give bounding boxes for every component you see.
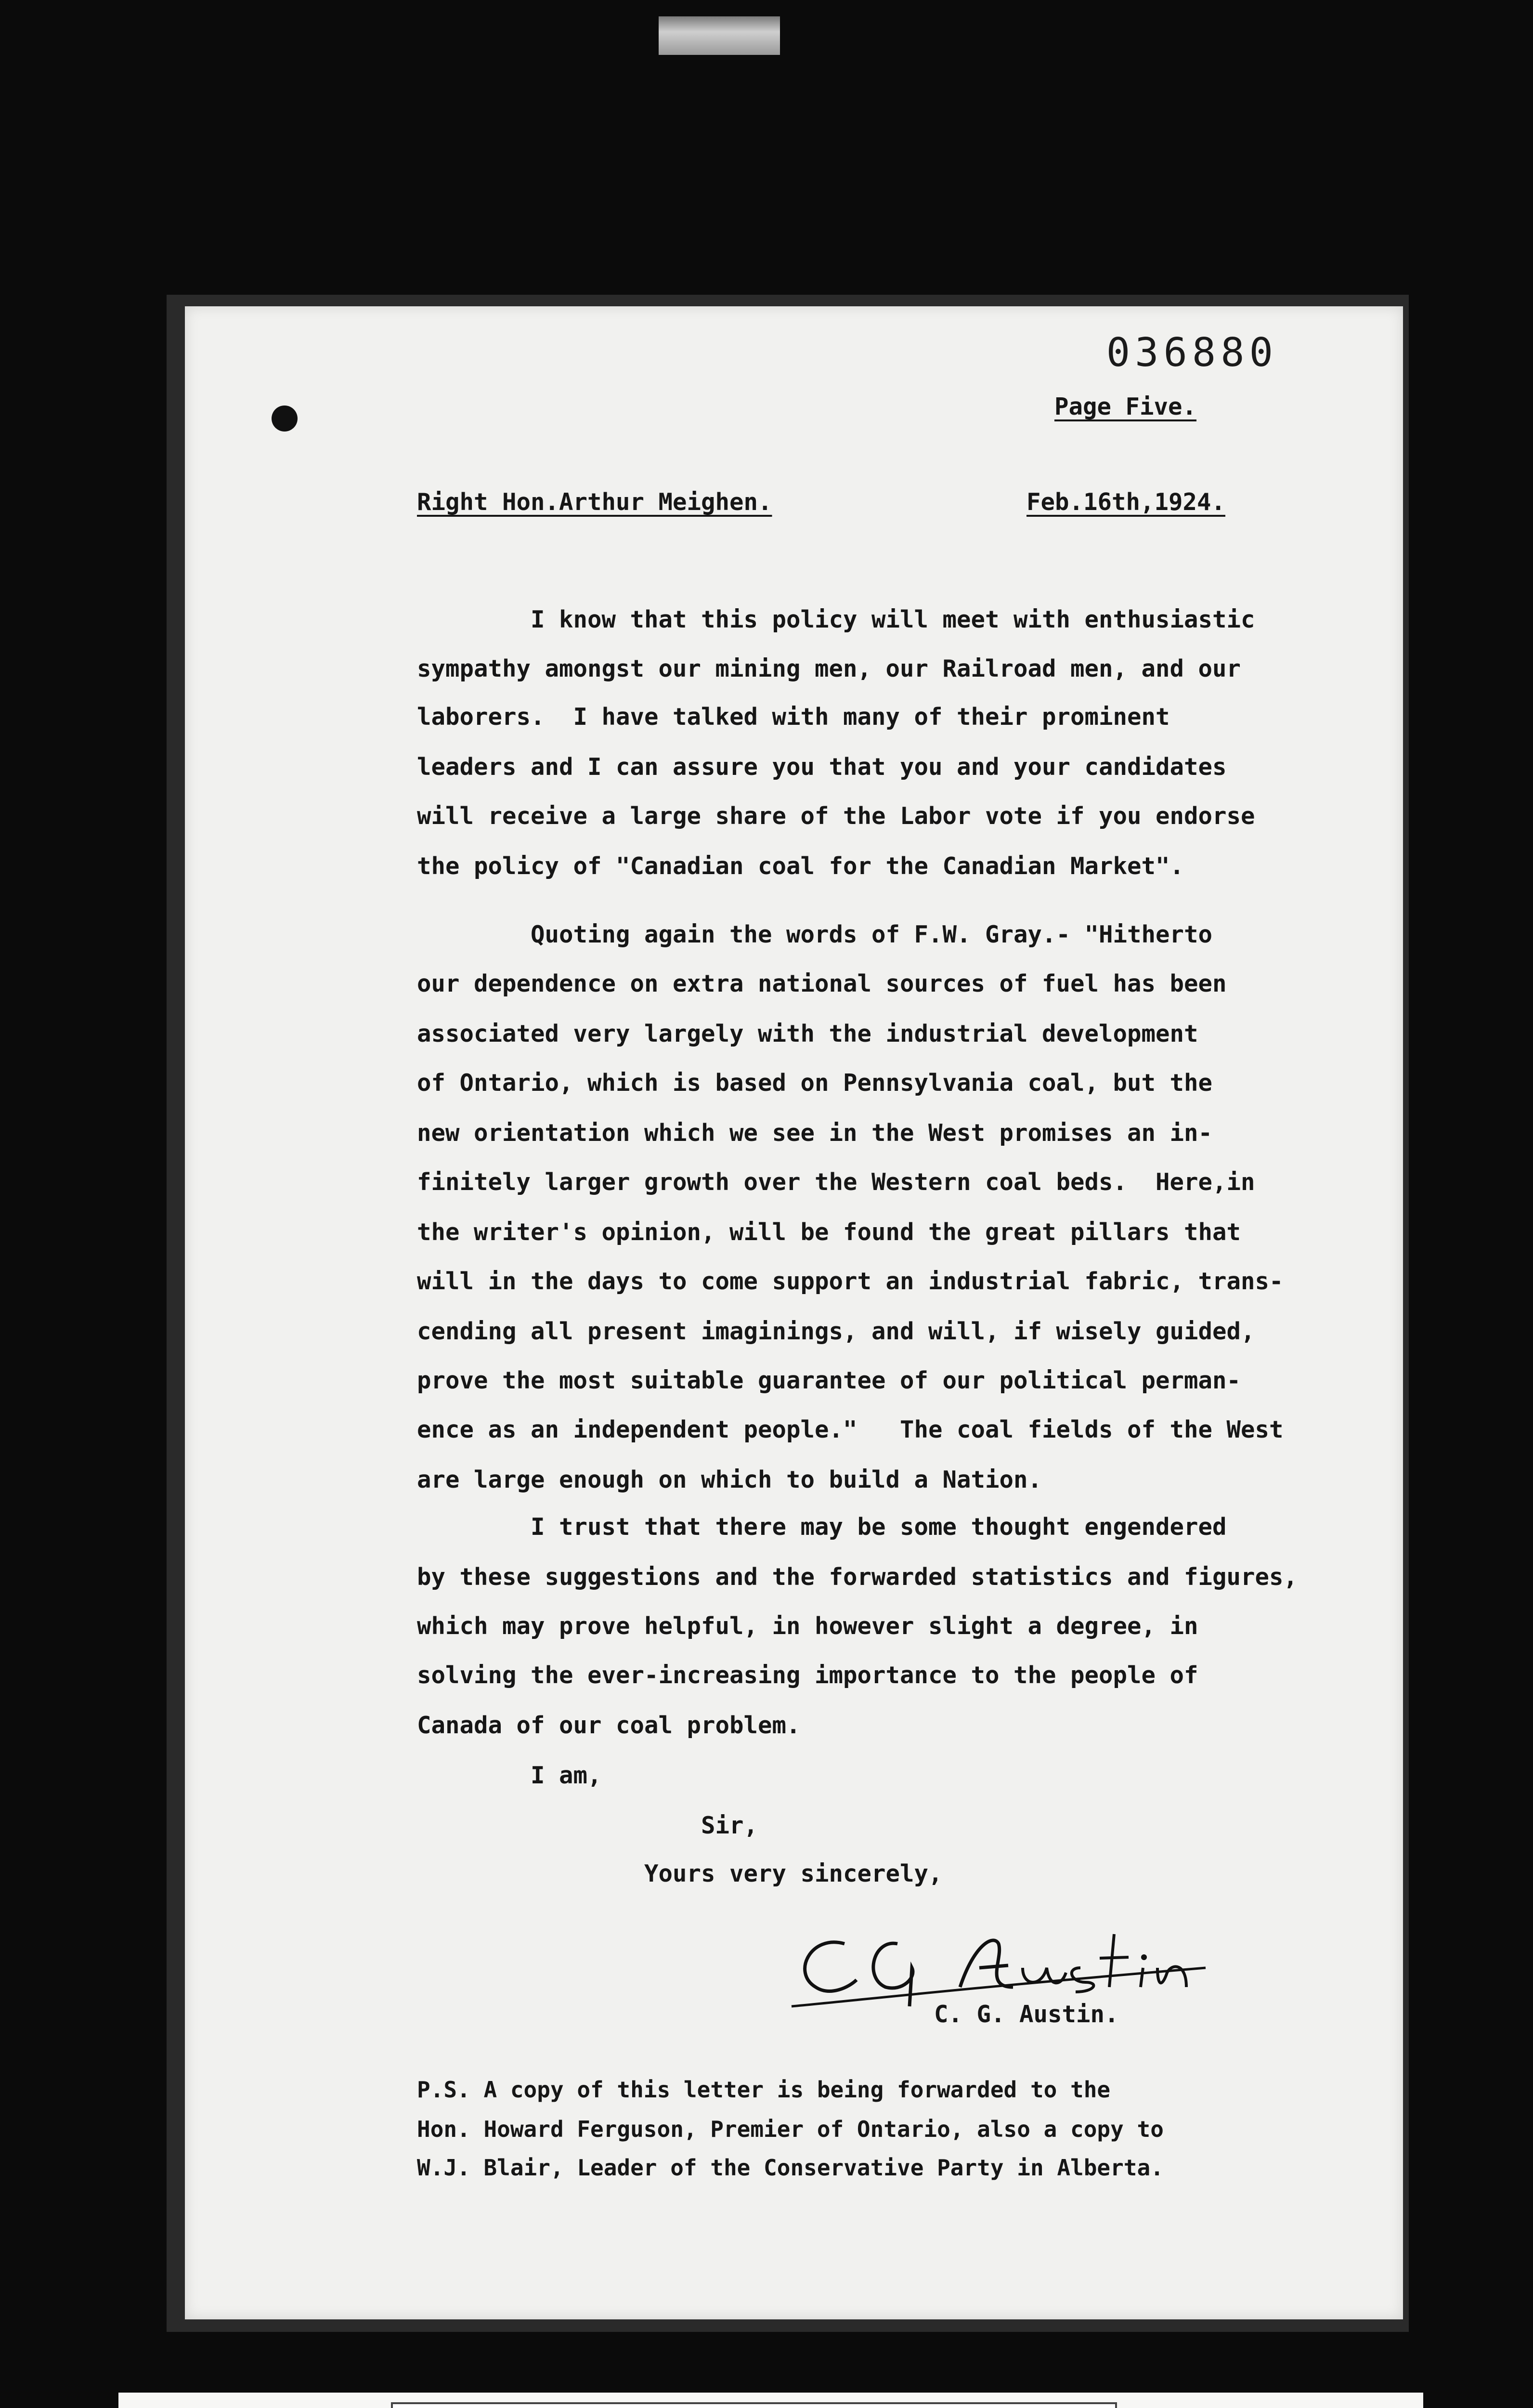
letter-line: I trust that there may be some thought engendered (417, 1513, 1227, 1541)
letter-line: finitely larger growth over the Western coal beds. Here,in (417, 1168, 1255, 1196)
letter-line: cending all present imaginings, and will, if wisely guided, (417, 1318, 1255, 1345)
letter-line: laborers. I have talked with many of their prominent (417, 703, 1170, 731)
letter-line: Canada of our coal problem. (417, 1712, 801, 1739)
letter-line: Quoting again the words of F.W. Gray.- "Hitherto (417, 921, 1213, 948)
postscript-line: Hon. Howard Ferguson, Premier of Ontario, also a copy to (417, 2116, 1164, 2142)
letter-line: are large enough on which to build a Nation. (417, 1466, 1042, 1493)
letter-line: new orientation which we see in the West promises an in- (417, 1119, 1213, 1147)
postscript-line: P.S. A copy of this letter is being forwarded to the (417, 2077, 1111, 2103)
letter-line: sympathy amongst our mining men, our Railroad men, and our (417, 655, 1241, 682)
letter-line: I know that this policy will meet with enthusiastic (417, 606, 1255, 633)
letter-line: of Ontario, which is based on Pennsylvania coal, but the (417, 1069, 1213, 1097)
series-reference-strip (391, 2402, 1117, 2408)
binder-clip (659, 16, 780, 55)
letter-line: which may prove helpful, in however slight a degree, in (417, 1612, 1198, 1640)
letter-line: the policy of "Canadian coal for the Canadian Market". (417, 852, 1184, 880)
letter-line: ence as an independent people." The coal fields of the West (417, 1416, 1284, 1443)
letter-line: will receive a large share of the Labor vote if you endorse (417, 802, 1255, 830)
letter-line: the writer's opinion, will be found the great pillars that (417, 1218, 1241, 1246)
archive-label-card (118, 2393, 1423, 2408)
letter-line: prove the most suitable guarantee of our political perman- (417, 1367, 1241, 1394)
letter-line: solving the ever-increasing importance to the people of (417, 1662, 1198, 1689)
page-label: Page Five. (1054, 393, 1197, 420)
letter-line: associated very largely with the industrial development (417, 1020, 1198, 1047)
letter-line: our dependence on extra national sources of fuel has been (417, 970, 1227, 997)
letter-page (185, 306, 1403, 2319)
letter-line: by these suggestions and the forwarded statistics and figures, (417, 1563, 1298, 1591)
postscript-line: W.J. Blair, Leader of the Conservative Party in Alberta. (417, 2155, 1164, 2181)
typed-signature: C. G. Austin. (934, 2001, 1119, 2028)
letter-line: leaders and I can assure you that you and your candidates (417, 753, 1227, 781)
letter-line: I am, (417, 1762, 602, 1789)
addressee: Right Hon.Arthur Meighen. (417, 488, 772, 516)
letter-line: will in the days to come support an industrial fabric, trans- (417, 1268, 1284, 1295)
letter-line: Sir, (417, 1812, 758, 1839)
letter-date: Feb.16th,1924. (1026, 488, 1226, 516)
letter-line: Yours very sincerely, (417, 1860, 943, 1887)
reference-number-stamp: 036880 (1106, 330, 1278, 376)
punch-hole (272, 406, 298, 432)
